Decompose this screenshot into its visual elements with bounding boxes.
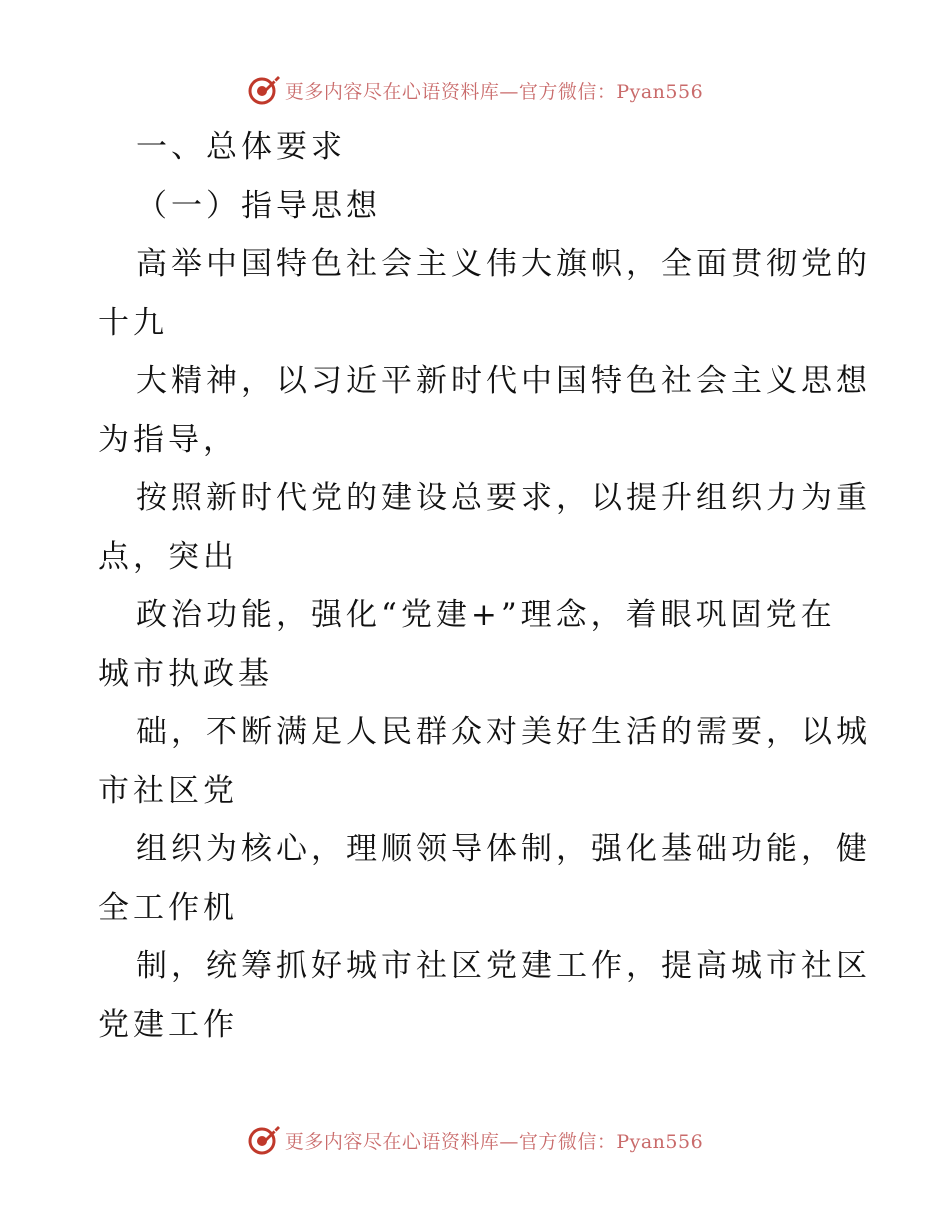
paragraph-line-continuation: 市社区党: [98, 772, 238, 809]
footer-watermark: [0, 1120, 950, 1160]
paragraph-line-continuation: 十九: [98, 304, 168, 341]
quill-seal-icon: [247, 1123, 281, 1157]
paragraph-line-continuation: 全工作机: [98, 889, 238, 926]
paragraph-line-continuation: 党建工作: [98, 1006, 238, 1043]
paragraph-line: 组织为核心，理顺领导体制，强化基础功能，健: [136, 831, 871, 867]
subsection-heading: （一）指导思想: [136, 187, 381, 224]
paragraph-line-continuation: 点，突出: [98, 538, 238, 575]
watermark-text: 更多内容尽在心语资料库—官方微信：Pyan556: [284, 80, 704, 103]
quill-seal-icon: [247, 73, 281, 107]
paragraph-line: 政治功能，强化“党建+”理念，着眼巩固党在: [136, 597, 836, 633]
header-watermark: [0, 70, 950, 110]
paragraph-line-continuation: 为指导，: [98, 421, 238, 458]
document-body: [98, 118, 871, 1054]
section-heading: 一、总体要求: [136, 129, 346, 165]
paragraph-line: 大精神，以习近平新时代中国特色社会主义思想: [136, 363, 871, 399]
paragraph-line: 高举中国特色社会主义伟大旗帜，全面贯彻党的: [136, 246, 871, 282]
paragraph-line-continuation: 城市执政基: [98, 655, 273, 692]
paragraph-line: 制，统筹抓好城市社区党建工作，提高城市社区: [136, 948, 871, 984]
watermark-text: 更多内容尽在心语资料库—官方微信：Pyan556: [284, 1130, 704, 1153]
paragraph-line: 础，不断满足人民群众对美好生活的需要，以城: [136, 714, 871, 750]
paragraph-line: 按照新时代党的建设总要求，以提升组织力为重: [136, 480, 871, 516]
